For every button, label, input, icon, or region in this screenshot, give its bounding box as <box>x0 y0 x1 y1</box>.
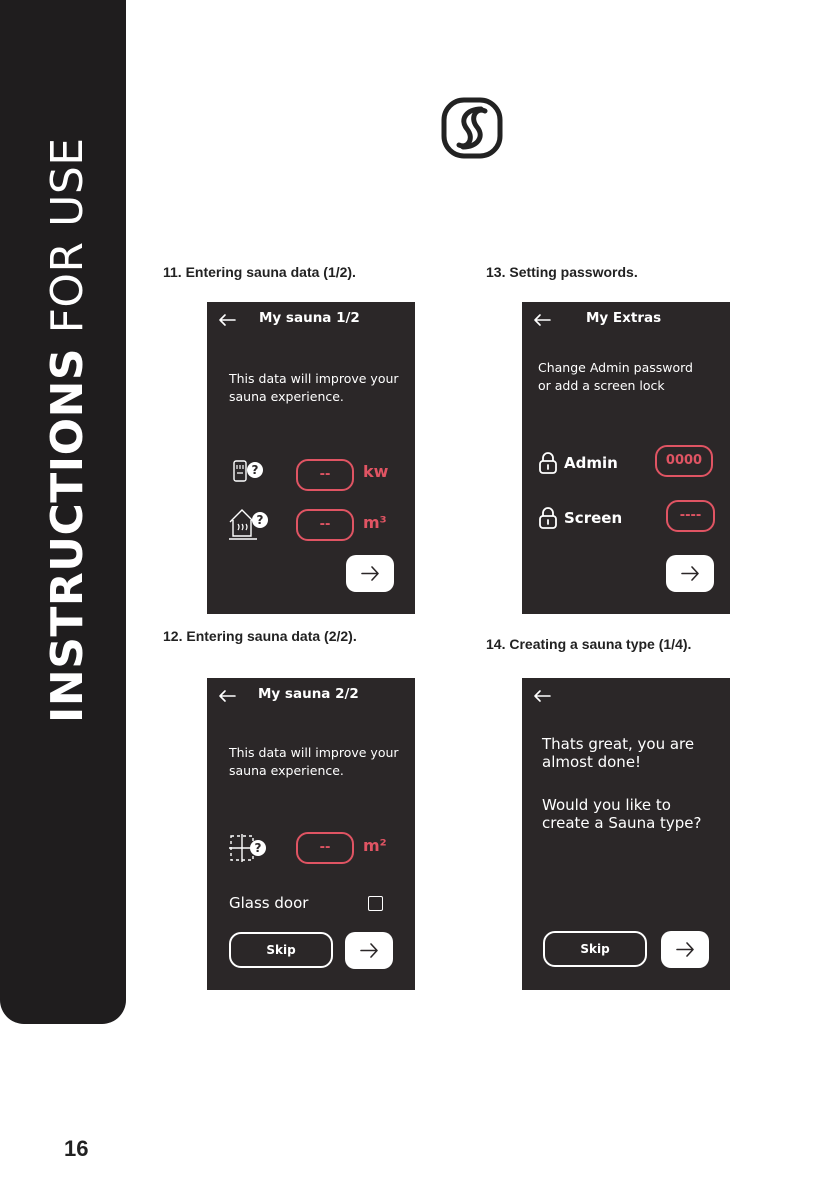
heater-power-help-icon[interactable] <box>229 459 269 485</box>
screen-lock-input[interactable]: ---- <box>666 500 715 532</box>
sidebar-title-bold: INSTRUCTIONS <box>42 347 93 723</box>
back-arrow-icon[interactable] <box>217 688 237 704</box>
back-arrow-icon[interactable] <box>217 312 237 328</box>
power-input[interactable]: -- <box>296 459 354 491</box>
sidebar-title <box>42 137 93 723</box>
area-input[interactable]: -- <box>296 832 354 864</box>
admin-password-input[interactable]: 0000 <box>655 445 713 477</box>
completion-message: Thats great, you are almost done! <box>542 735 695 771</box>
next-button[interactable] <box>666 555 714 592</box>
caption-step-11: 11. Entering sauna data (1/2). <box>163 264 356 280</box>
brand-logo-icon <box>441 97 503 159</box>
admin-label: Admin <box>564 454 618 472</box>
area-unit: m² <box>363 836 387 855</box>
screen-my-sauna-1 <box>207 302 415 614</box>
lock-icon <box>538 507 558 529</box>
back-arrow-icon[interactable] <box>532 688 552 704</box>
screen-create-sauna-type <box>522 678 730 990</box>
back-arrow-icon[interactable] <box>532 312 552 328</box>
room-area-help-icon[interactable] <box>227 832 271 866</box>
svg-text:?: ? <box>254 841 262 855</box>
screen-title: My sauna 1/2 <box>259 310 360 326</box>
arrow-right-icon <box>661 931 709 968</box>
caption-step-13: 13. Setting passwords. <box>486 264 638 280</box>
caption-step-12: 12. Entering sauna data (2/2). <box>163 628 357 644</box>
caption-step-14: 14. Creating a sauna type (1/4). <box>486 636 692 652</box>
next-button[interactable] <box>346 555 394 592</box>
power-unit: kw <box>363 462 389 481</box>
svg-text:?: ? <box>256 513 264 527</box>
screen-description: Change Admin password or add a screen lock <box>538 360 693 393</box>
room-volume-help-icon[interactable] <box>227 506 275 542</box>
glass-door-checkbox[interactable] <box>368 896 383 911</box>
screen-description: This data will improve your sauna experience. <box>229 371 399 404</box>
screen-title: My Extras <box>586 310 662 326</box>
page-number: 16 <box>64 1136 89 1161</box>
volume-input[interactable]: -- <box>296 509 354 541</box>
create-type-question: Would you like to create a Sauna type? <box>542 796 702 832</box>
glass-door-label: Glass door <box>229 894 309 912</box>
screen-my-sauna-2 <box>207 678 415 990</box>
screen-lock-label: Screen <box>564 509 623 527</box>
arrow-right-icon <box>346 555 394 592</box>
screen-my-extras <box>522 302 730 614</box>
volume-unit: m³ <box>363 513 387 532</box>
screen-title: My sauna 2/2 <box>258 686 359 702</box>
skip-button[interactable]: Skip <box>543 931 647 967</box>
lock-icon <box>538 452 558 474</box>
sidebar-title-light: FOR USE <box>42 137 93 334</box>
next-button[interactable] <box>661 931 709 968</box>
screen-description: This data will improve your sauna experience. <box>229 745 399 778</box>
arrow-right-icon <box>345 932 393 969</box>
sidebar <box>0 0 126 1024</box>
svg-text:?: ? <box>251 463 259 477</box>
next-button[interactable] <box>345 932 393 969</box>
skip-button[interactable]: Skip <box>229 932 333 968</box>
arrow-right-icon <box>666 555 714 592</box>
